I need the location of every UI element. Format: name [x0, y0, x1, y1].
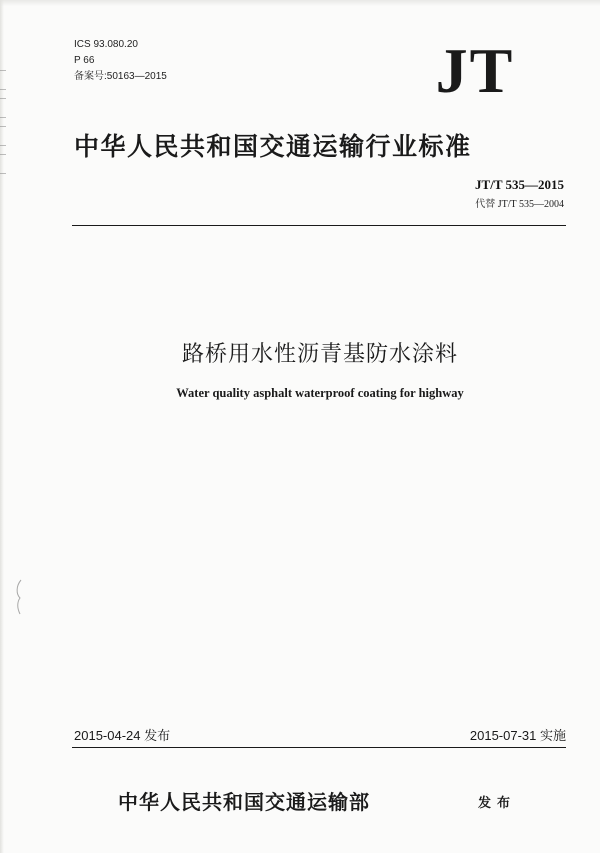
publisher-name: 中华人民共和国交通运输部 [118, 790, 370, 814]
effective-date: 2015-07-31 实施 [469, 728, 566, 743]
jt-logo [418, 40, 533, 100]
margin-pen-mark [14, 578, 24, 618]
record-number: 备案号:50163—2015 [74, 71, 167, 82]
document-title-chinese: 路桥用水性沥青基防水涂料 [181, 342, 458, 367]
ics-code: ICS 93.080.20 [74, 39, 138, 50]
scan-edge-artifact [0, 0, 600, 6]
issue-date: 2015-04-24 发布 [74, 728, 171, 743]
standard-code: JT/T 535—2015 [475, 177, 564, 192]
replaces-note: 代替 JT/T 535—2004 [475, 199, 564, 210]
binding-spine-mark [0, 70, 8, 190]
jt-logo-icon [418, 40, 533, 100]
classification-block [74, 37, 167, 85]
category-code: P 66 [74, 55, 95, 66]
footer-divider [72, 747, 566, 748]
publish-label: 发布 [478, 796, 517, 811]
header-divider [72, 225, 566, 226]
document-title-english: Water quality asphalt waterproof coating for highway [176, 386, 464, 400]
standard-code-block [475, 177, 564, 210]
standard-category-title: 中华人民共和国交通运输行业标准 [74, 132, 472, 161]
logo-lettering: JT [435, 40, 515, 100]
